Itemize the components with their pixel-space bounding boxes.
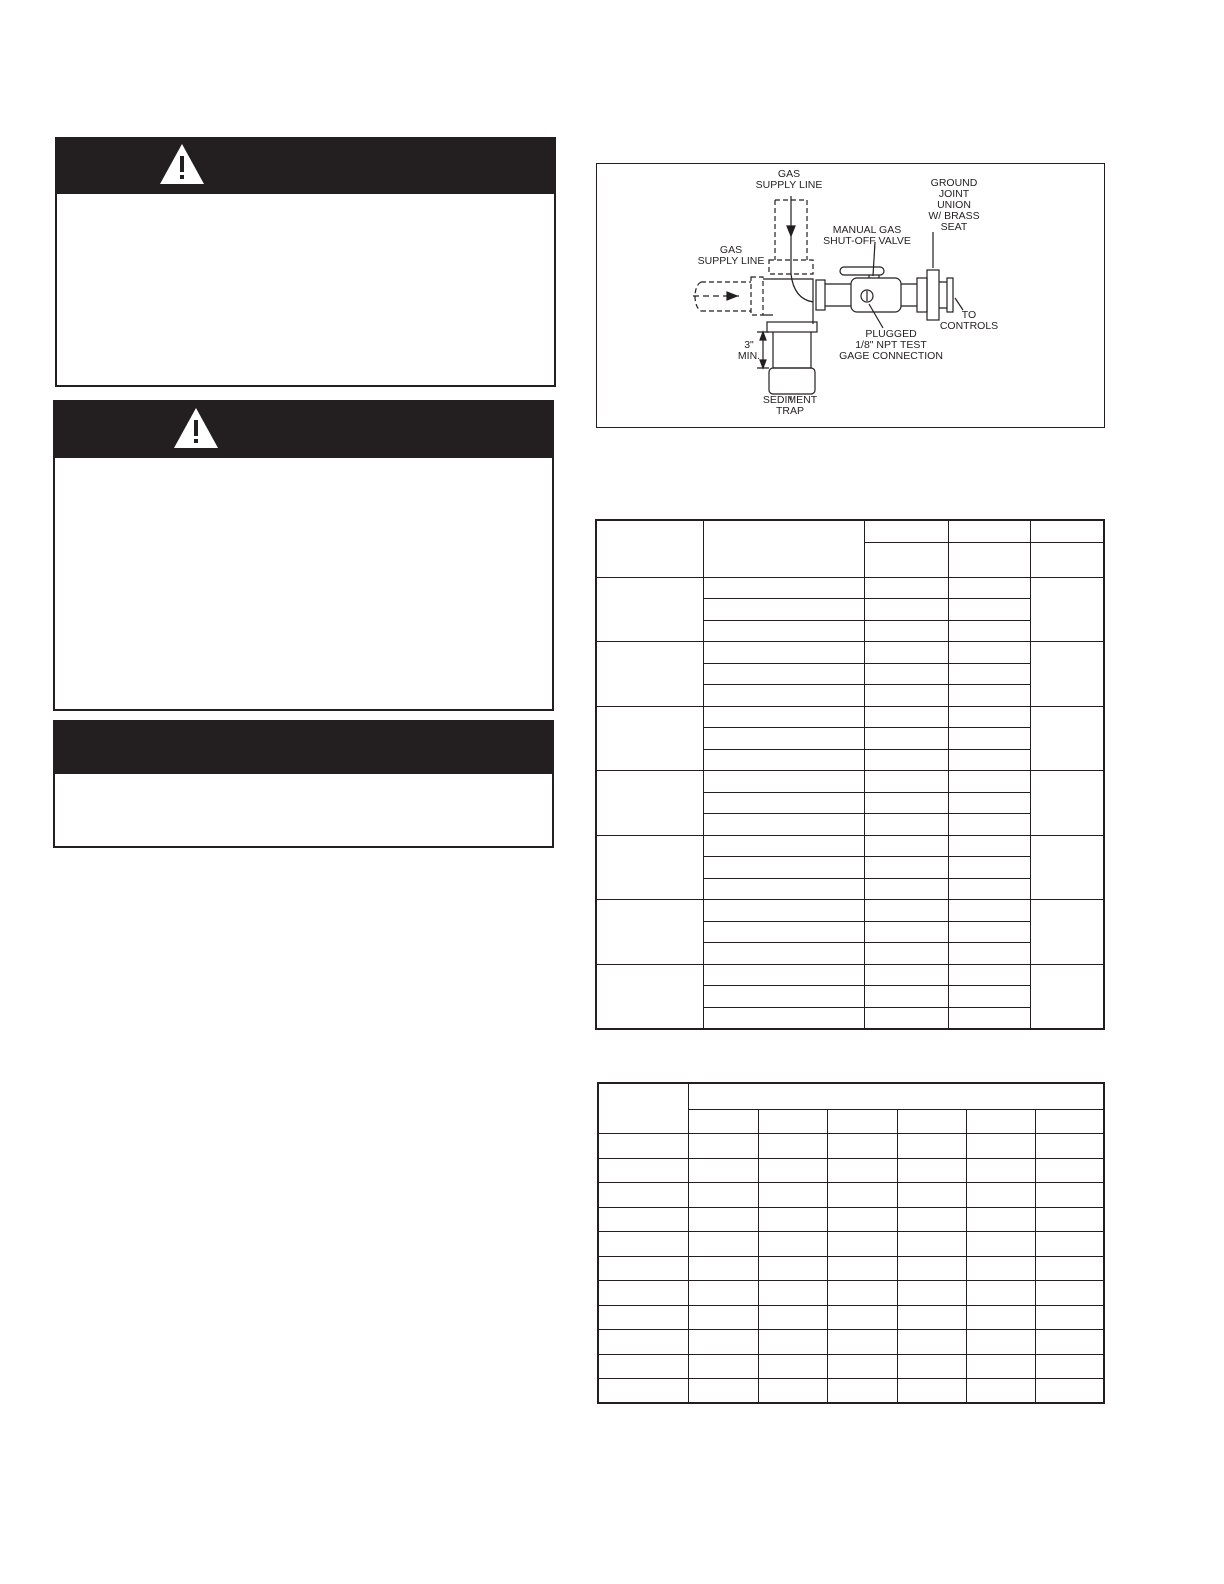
table-row [596,642,1104,664]
table-cell [688,1158,758,1182]
table-cell [864,685,948,707]
table-cell [1035,1134,1104,1158]
table-cell [827,1281,897,1305]
table-row [596,900,1104,922]
table-cell [703,620,864,642]
warning-triangle-icon [172,406,220,450]
table-cell [703,835,864,857]
table-cell [864,642,948,664]
table-cell [864,857,948,879]
table-cell [688,1207,758,1231]
table-cell [948,771,1030,793]
table-cell [827,1256,897,1280]
label-ground-joint-3: UNION [937,199,971,211]
table-cell [758,1256,827,1280]
table-cell [596,835,703,900]
table-cell [827,1183,897,1207]
table-cell [864,577,948,599]
warning-header-bar [55,402,552,458]
label-sediment-1: SEDIMENT [762,394,818,406]
table-cell [703,706,864,728]
table-cell [864,814,948,836]
table-cell [864,543,948,578]
table-cell [1035,1183,1104,1207]
table-cell [1030,706,1104,771]
table-cell [897,1354,966,1378]
table-cell [864,835,948,857]
table-cell [897,1183,966,1207]
table-cell [703,792,864,814]
table-cell [596,900,703,965]
table-cell [948,620,1030,642]
table-cell [596,706,703,771]
table-cell [1035,1256,1104,1280]
table-cell [688,1378,758,1403]
table-cell [703,663,864,685]
label-plugged-3: GAGE CONNECTION [839,350,943,362]
table-cell [864,964,948,986]
table-cell [688,1330,758,1354]
table-cell [897,1281,966,1305]
gas-piping-diagram [596,163,1105,428]
table-cell [897,1207,966,1231]
table-cell [1035,1354,1104,1378]
table-cell [598,1305,688,1329]
table-cell [966,1207,1035,1231]
table-cell [703,520,864,577]
table-row [596,520,1104,543]
table-cell [703,857,864,879]
table-cell [703,642,864,664]
table-cell [1035,1109,1104,1133]
table-cell [864,921,948,943]
label-min-1: 3" [744,339,754,351]
table-cell [827,1232,897,1256]
label-ground-joint-5: SEAT [940,221,968,233]
table-cell [598,1232,688,1256]
table-row [598,1134,1104,1158]
table-cell [703,986,864,1008]
table-cell [948,642,1030,664]
table-row [598,1378,1104,1403]
table-cell [948,986,1030,1008]
table-row [598,1330,1104,1354]
table-cell [688,1354,758,1378]
label-ground-joint-4: W/ BRASS [928,210,980,222]
table-cell [596,642,703,707]
table-cell [948,943,1030,965]
table-cell [598,1256,688,1280]
table-cell [1030,771,1104,836]
table-cell [1030,900,1104,965]
table-cell [1030,577,1104,642]
table-row [596,835,1104,857]
table-cell [688,1183,758,1207]
table-cell [966,1305,1035,1329]
table-cell [703,964,864,986]
label-gas-supply-left-1: GAS [719,244,743,256]
table-cell [948,964,1030,986]
table-cell [897,1305,966,1329]
table-cell [864,599,948,621]
table-cell [598,1378,688,1403]
table-cell [758,1109,827,1133]
table-cell [703,685,864,707]
table-row [596,706,1104,728]
table-row [598,1232,1104,1256]
table-cell [758,1281,827,1305]
table-cell [864,620,948,642]
table-row [596,771,1104,793]
notice-header-bar [55,722,552,774]
table-cell [948,921,1030,943]
table-cell [827,1305,897,1329]
table-cell [827,1354,897,1378]
table-cell [966,1281,1035,1305]
table-cell [598,1330,688,1354]
table-cell [948,900,1030,922]
table-cell [948,857,1030,879]
table-cell [948,706,1030,728]
table-cell [688,1305,758,1329]
label-ground-joint-1: GROUND [930,177,978,189]
table-cell [1030,520,1104,543]
table-cell [827,1330,897,1354]
warning-triangle-icon [158,142,206,186]
label-ground-joint-2: JOINT [938,188,970,200]
table-cell [897,1256,966,1280]
table-cell [966,1134,1035,1158]
label-plugged-2: 1/8" NPT TEST [855,339,927,351]
table-cell [966,1232,1035,1256]
table-cell [897,1330,966,1354]
table-1 [595,519,1105,1030]
table-cell [703,900,864,922]
label-min-2: MIN. [737,350,761,362]
table-cell [948,663,1030,685]
table-cell [758,1378,827,1403]
table-cell [864,706,948,728]
table-cell [897,1378,966,1403]
table-cell [703,921,864,943]
table-cell [758,1158,827,1182]
table-cell [598,1083,688,1134]
table-cell [1030,835,1104,900]
table-cell [1035,1330,1104,1354]
table-row [598,1354,1104,1378]
label-gas-supply-left-2: SUPPLY LINE [697,255,765,267]
table-cell [864,728,948,750]
table-cell [703,771,864,793]
table-cell [948,728,1030,750]
table-cell [703,577,864,599]
label-plugged-1: PLUGGED [865,328,917,340]
table-cell [703,814,864,836]
table-cell [688,1109,758,1133]
table-cell [864,792,948,814]
table-cell [897,1109,966,1133]
table-cell [966,1158,1035,1182]
label-gas-supply-top-1: GAS [777,168,801,180]
table-cell [758,1232,827,1256]
table-cell [758,1134,827,1158]
table-cell [897,1158,966,1182]
table-cell [966,1256,1035,1280]
table-row [596,964,1104,986]
table-cell [897,1134,966,1158]
table-cell [827,1109,897,1133]
table-cell [1030,964,1104,1029]
table-cell [966,1378,1035,1403]
table-cell [864,520,948,543]
table-cell [703,749,864,771]
label-to-controls-1: TO [961,309,977,321]
table-cell [688,1232,758,1256]
table-cell [966,1183,1035,1207]
table-cell [864,943,948,965]
table-cell [897,1232,966,1256]
table-cell [948,1007,1030,1029]
table-cell [1035,1305,1104,1329]
table-cell [948,878,1030,900]
table-cell [688,1256,758,1280]
table-row [598,1207,1104,1231]
table-row [598,1083,1104,1109]
table-cell [966,1330,1035,1354]
table-cell [598,1183,688,1207]
warning-box-1 [55,137,556,387]
table-cell [703,1007,864,1029]
label-to-controls-2: CONTROLS [939,320,999,332]
table-cell [1035,1232,1104,1256]
table-cell [1035,1207,1104,1231]
table-row [598,1183,1104,1207]
table-cell [864,749,948,771]
table-cell [864,771,948,793]
table-cell [948,543,1030,578]
label-manual-valve-1: MANUAL GAS [832,224,902,236]
table-cell [596,577,703,642]
table-cell [827,1158,897,1182]
table-cell [948,814,1030,836]
table-cell [966,1109,1035,1133]
gas-piping-drawing [597,164,1104,427]
table-cell [688,1134,758,1158]
table-cell [758,1183,827,1207]
table-cell [948,685,1030,707]
table-cell [864,900,948,922]
table-cell [596,771,703,836]
label-manual-valve-2: SHUT-OFF VALVE [823,235,911,247]
table-cell [948,749,1030,771]
table-cell [864,663,948,685]
table-cell [1035,1378,1104,1403]
table-cell [598,1207,688,1231]
table-cell [864,878,948,900]
table-row [598,1305,1104,1329]
label-gas-supply-top-2: SUPPLY LINE [755,179,823,191]
table-2 [597,1082,1105,1404]
table-cell [827,1207,897,1231]
label-sediment-2: TRAP [775,405,805,417]
table-row [598,1158,1104,1182]
table-cell [598,1134,688,1158]
table-row [598,1256,1104,1280]
table-cell [966,1354,1035,1378]
table-cell [596,964,703,1029]
table-cell [948,520,1030,543]
table-cell [1030,642,1104,707]
table-cell [1035,1281,1104,1305]
table-cell [703,599,864,621]
table-row [596,577,1104,599]
table-cell [598,1158,688,1182]
table-cell [703,728,864,750]
table-cell [864,1007,948,1029]
warning-box-2 [53,400,554,711]
table-cell [758,1305,827,1329]
table-cell [598,1354,688,1378]
table-cell [598,1281,688,1305]
table-cell [688,1083,1104,1109]
table-cell [1030,543,1104,578]
warning-header-bar [57,139,554,194]
table-cell [948,835,1030,857]
table-row [598,1281,1104,1305]
table-cell [827,1378,897,1403]
table-cell [758,1207,827,1231]
table-cell [758,1354,827,1378]
table-cell [688,1281,758,1305]
table-cell [864,986,948,1008]
table-cell [948,577,1030,599]
table-cell [703,943,864,965]
notice-box [53,720,554,848]
table-cell [948,599,1030,621]
table-cell [596,520,703,577]
table-cell [827,1134,897,1158]
table-cell [948,792,1030,814]
table-cell [1035,1158,1104,1182]
table-cell [703,878,864,900]
table-cell [758,1330,827,1354]
